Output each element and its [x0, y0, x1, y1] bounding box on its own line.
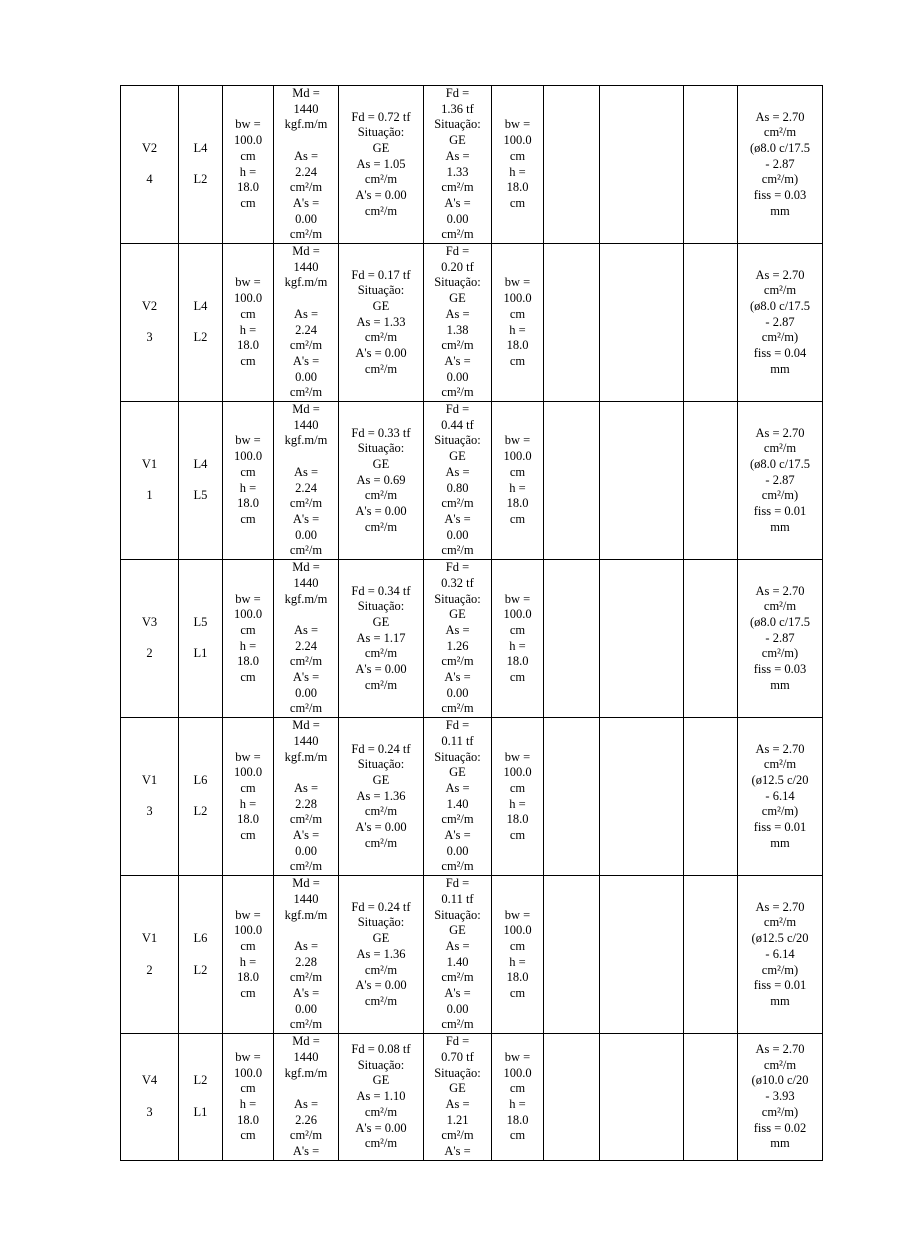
slab-pair-cell-text: L6 L2 — [193, 931, 208, 977]
section-cell — [223, 876, 274, 1034]
section-cell-right-text: bw = 100.0 cm h = 18.0 cm — [503, 907, 532, 1001]
beam-id-cell — [121, 244, 179, 402]
force-cell-left-text: Fd = 0.34 tf Situação: GE As = 1.17 cm²/m A's = 0.00 cm²/m — [351, 583, 411, 692]
moment-cell — [274, 244, 339, 402]
empty-cell — [544, 86, 600, 244]
beam-id-cell — [121, 876, 179, 1034]
table-row — [121, 718, 823, 876]
force-cell-left-text: Fd = 0.24 tf Situação: GE As = 1.36 cm²/m A's = 0.00 cm²/m — [351, 899, 411, 1008]
section-cell-right — [492, 718, 544, 876]
slab-pair-cell — [179, 560, 223, 718]
result-cell — [738, 718, 823, 876]
section-cell — [223, 1034, 274, 1161]
empty-cell — [600, 402, 684, 560]
section-cell-text: bw = 100.0 cm h = 18.0 cm — [233, 591, 263, 685]
beam-id-cell — [121, 402, 179, 560]
slab-pair-cell-text: L6 L2 — [193, 773, 208, 819]
force-cell-right-text: Fd = 0.44 tf Situação: GE As = 0.80 cm²/m A's = 0.00 cm²/m — [434, 402, 481, 558]
empty-cell — [544, 876, 600, 1034]
empty-cell — [684, 244, 738, 402]
force-cell-right — [424, 718, 492, 876]
empty-cell — [684, 560, 738, 718]
force-cell-left-text: Fd = 0.17 tf Situação: GE As = 1.33 cm²/m A's = 0.00 cm²/m — [351, 267, 411, 376]
force-cell-right-text: Fd = 0.70 tf Situação: GE As = 1.21 cm²/m A's = — [434, 1034, 481, 1159]
section-cell-right-text: bw = 100.0 cm h = 18.0 cm — [503, 1049, 532, 1143]
force-cell-left-text: Fd = 0.08 tf Situação: GE As = 1.10 cm²/m A's = 0.00 cm²/m — [351, 1042, 411, 1151]
moment-cell-text: Md = 1440 kgf.m/m As = 2.24 cm²/m A's = 0.00 cm²/m — [284, 244, 328, 400]
beam-id-cell-text: V2 4 — [141, 140, 158, 187]
slab-reinforcement-table — [120, 85, 823, 1161]
empty-cell — [684, 86, 738, 244]
section-cell-right — [492, 560, 544, 718]
moment-cell-text: Md = 1440 kgf.m/m As = 2.26 cm²/m A's = — [284, 1034, 328, 1159]
section-cell-text: bw = 100.0 cm h = 18.0 cm — [233, 907, 263, 1001]
section-cell — [223, 560, 274, 718]
moment-cell — [274, 402, 339, 560]
section-cell-text: bw = 100.0 cm h = 18.0 cm — [233, 275, 263, 368]
table-row — [121, 876, 823, 1034]
beam-id-cell — [121, 718, 179, 876]
empty-cell — [684, 718, 738, 876]
result-cell-text: As = 2.70 cm²/m (ø8.0 c/17.5 - 2.87 cm²/m) fiss = 0.03 mm — [749, 109, 811, 218]
beam-id-cell-text: V1 1 — [141, 457, 158, 503]
moment-cell-text: Md = 1440 kgf.m/m As = 2.28 cm²/m A's = 0.00 cm²/m — [284, 876, 328, 1032]
section-cell-text: bw = 100.0 cm h = 18.0 cm — [233, 1049, 263, 1143]
section-cell-right — [492, 1034, 544, 1161]
table-row — [121, 1034, 823, 1161]
force-cell-right-text: Fd = 0.11 tf Situação: GE As = 1.40 cm²/m A's = 0.00 cm²/m — [434, 718, 481, 874]
moment-cell — [274, 86, 339, 244]
section-cell — [223, 86, 274, 244]
slab-pair-cell — [179, 876, 223, 1034]
empty-cell — [600, 1034, 684, 1161]
result-cell — [738, 402, 823, 560]
slab-pair-cell-text: L4 L2 — [193, 140, 208, 187]
result-cell-text: As = 2.70 cm²/m (ø12.5 c/20 - 6.14 cm²/m) fiss = 0.01 mm — [751, 741, 809, 850]
empty-cell — [544, 402, 600, 560]
moment-cell — [274, 1034, 339, 1161]
section-cell — [223, 402, 274, 560]
result-cell-text: As = 2.70 cm²/m (ø10.0 c/20 - 3.93 cm²/m) fiss = 0.02 mm — [751, 1042, 809, 1151]
force-cell-left-text: Fd = 0.33 tf Situação: GE As = 0.69 cm²/m A's = 0.00 cm²/m — [351, 425, 411, 534]
force-cell-right — [424, 86, 492, 244]
beam-id-cell-text: V1 2 — [141, 931, 158, 977]
beam-id-cell-text: V1 3 — [141, 773, 158, 819]
result-cell — [738, 1034, 823, 1161]
force-cell-left — [339, 244, 424, 402]
empty-cell — [684, 402, 738, 560]
force-cell-right-text: Fd = 0.11 tf Situação: GE As = 1.40 cm²/m A's = 0.00 cm²/m — [434, 876, 481, 1032]
result-cell-text: As = 2.70 cm²/m (ø8.0 c/17.5 - 2.87 cm²/m) fiss = 0.04 mm — [749, 267, 811, 376]
empty-cell — [544, 718, 600, 876]
force-cell-right — [424, 560, 492, 718]
slab-pair-cell-text: L2 L1 — [193, 1073, 208, 1119]
beam-id-cell — [121, 86, 179, 244]
empty-cell — [600, 86, 684, 244]
table-row — [121, 402, 823, 560]
moment-cell-text: Md = 1440 kgf.m/m As = 2.24 cm²/m A's = 0.00 cm²/m — [284, 560, 328, 716]
moment-cell — [274, 718, 339, 876]
force-cell-right — [424, 1034, 492, 1161]
empty-cell — [600, 560, 684, 718]
section-cell-right — [492, 86, 544, 244]
force-cell-left — [339, 1034, 424, 1161]
empty-cell — [544, 1034, 600, 1161]
empty-cell — [600, 244, 684, 402]
section-cell-right-text: bw = 100.0 cm h = 18.0 cm — [503, 275, 532, 368]
force-cell-left-text: Fd = 0.24 tf Situação: GE As = 1.36 cm²/m A's = 0.00 cm²/m — [351, 741, 411, 850]
result-cell-text: As = 2.70 cm²/m (ø12.5 c/20 - 6.14 cm²/m) fiss = 0.01 mm — [751, 899, 809, 1008]
empty-cell — [544, 560, 600, 718]
force-cell-left — [339, 718, 424, 876]
result-cell — [738, 244, 823, 402]
beam-id-cell-text: V2 3 — [141, 298, 158, 345]
table-row — [121, 560, 823, 718]
section-cell-right-text: bw = 100.0 cm h = 18.0 cm — [503, 433, 532, 526]
empty-cell — [684, 876, 738, 1034]
force-cell-right-text: Fd = 0.32 tf Situação: GE As = 1.26 cm²/m A's = 0.00 cm²/m — [434, 560, 481, 716]
table-body — [121, 86, 823, 1161]
slab-pair-cell-text: L4 L2 — [193, 298, 208, 345]
slab-pair-cell-text: L4 L5 — [193, 457, 208, 503]
force-cell-right-text: Fd = 0.20 tf Situação: GE As = 1.38 cm²/m A's = 0.00 cm²/m — [434, 244, 481, 400]
table-row — [121, 244, 823, 402]
section-cell-text: bw = 100.0 cm h = 18.0 cm — [233, 117, 263, 210]
result-cell — [738, 876, 823, 1034]
section-cell-right-text: bw = 100.0 cm h = 18.0 cm — [503, 117, 532, 210]
section-cell-right — [492, 244, 544, 402]
moment-cell-text: Md = 1440 kgf.m/m As = 2.24 cm²/m A's = 0.00 cm²/m — [284, 86, 328, 242]
slab-pair-cell — [179, 1034, 223, 1161]
force-cell-left — [339, 402, 424, 560]
moment-cell — [274, 560, 339, 718]
force-cell-left — [339, 86, 424, 244]
beam-id-cell-text: V3 2 — [141, 615, 158, 661]
slab-pair-cell-text: L5 L1 — [193, 615, 208, 661]
slab-pair-cell — [179, 86, 223, 244]
section-cell-right-text: bw = 100.0 cm h = 18.0 cm — [503, 591, 532, 685]
force-cell-left — [339, 876, 424, 1034]
section-cell — [223, 718, 274, 876]
result-cell-text: As = 2.70 cm²/m (ø8.0 c/17.5 - 2.87 cm²/m) fiss = 0.01 mm — [749, 425, 811, 534]
section-cell-right — [492, 402, 544, 560]
beam-id-cell-text: V4 3 — [141, 1073, 158, 1119]
force-cell-right — [424, 876, 492, 1034]
slab-pair-cell — [179, 718, 223, 876]
section-cell-text: bw = 100.0 cm h = 18.0 cm — [233, 749, 263, 843]
empty-cell — [684, 1034, 738, 1161]
result-cell — [738, 86, 823, 244]
empty-cell — [544, 244, 600, 402]
slab-pair-cell — [179, 402, 223, 560]
empty-cell — [600, 876, 684, 1034]
section-cell — [223, 244, 274, 402]
force-cell-right — [424, 402, 492, 560]
beam-id-cell — [121, 1034, 179, 1161]
empty-cell — [600, 718, 684, 876]
force-cell-left — [339, 560, 424, 718]
moment-cell — [274, 876, 339, 1034]
force-cell-right-text: Fd = 1.36 tf Situação: GE As = 1.33 cm²/m A's = 0.00 cm²/m — [434, 86, 481, 242]
force-cell-right — [424, 244, 492, 402]
moment-cell-text: Md = 1440 kgf.m/m As = 2.28 cm²/m A's = 0.00 cm²/m — [284, 718, 328, 874]
slab-pair-cell — [179, 244, 223, 402]
force-cell-left-text: Fd = 0.72 tf Situação: GE As = 1.05 cm²/m A's = 0.00 cm²/m — [351, 109, 411, 218]
section-cell-right-text: bw = 100.0 cm h = 18.0 cm — [503, 749, 532, 843]
moment-cell-text: Md = 1440 kgf.m/m As = 2.24 cm²/m A's = 0.00 cm²/m — [284, 402, 328, 558]
result-cell-text: As = 2.70 cm²/m (ø8.0 c/17.5 - 2.87 cm²/m) fiss = 0.03 mm — [749, 583, 811, 692]
section-cell-right — [492, 876, 544, 1034]
beam-id-cell — [121, 560, 179, 718]
result-cell — [738, 560, 823, 718]
section-cell-text: bw = 100.0 cm h = 18.0 cm — [233, 433, 263, 526]
table-row — [121, 86, 823, 244]
